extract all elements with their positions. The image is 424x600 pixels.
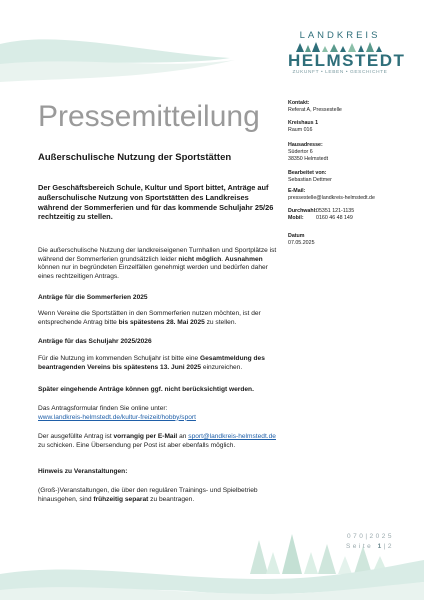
late-notice: Später eingehende Anträge können ggf. nicht berücksichtigt werden. <box>38 386 254 393</box>
sidebar-editor: Bearbeitet von: Sebastian Dettmer <box>288 170 332 184</box>
logo-tagline: ZUKUNFT • LEBEN • GESCHICHTE <box>292 70 388 75</box>
email-link[interactable]: sport@landkreis-helmstedt.de <box>188 433 276 440</box>
sidebar-date: Datum 07.05.2025 <box>288 233 315 247</box>
heading-schoolyear: Anträge für das Schuljahr 2025/2026 <box>38 338 152 345</box>
logo-main-text: HELMSTEDT <box>288 51 406 70</box>
page-title: Pressemitteilung <box>38 100 260 133</box>
heading-summer: Anträge für die Sommerferien 2025 <box>38 294 148 301</box>
paragraph-4: Das Antragsformular finden Sie online unter: www.landkreis-helmstedt.de/kultur-freizeit/hobby/sport <box>38 405 196 421</box>
paragraph-1: Die außerschulische Nutzung der landkreiseigenen Turnhallen und Sportplätze ist während der Sommerferien grundsätzlich leider nicht möglich. Ausnahmen können nur in begründeten Einzelfällen genehmigt werden und bedürfen daher eines rechtzeitigen Antrags. <box>38 247 277 280</box>
page-indicator: Seite 1|2 <box>345 543 394 550</box>
sidebar-email-value[interactable]: pressestelle@landkreis-helmstedt.de <box>288 195 375 202</box>
lead-paragraph: Der Geschäftsbereich Schule, Kultur und Sport bittet, Anträge auf außerschulische Nutzung von Sportstätten des Landkreises während der Sommerferien und für das kommende Schuljahr 25/26 rechtzeitig zu stellen. <box>38 183 274 222</box>
form-link[interactable]: www.landkreis-helmstedt.de/kultur-freizeit/hobby/sport <box>38 413 196 421</box>
sidebar-address: Hausadresse: Südertor 6 38350 Helmstedt <box>288 142 329 163</box>
press-release-number: 070|2025 <box>347 533 394 540</box>
paragraph-3: Für die Nutzung im kommenden Schuljahr ist bitte eine Gesamtmeldung des beantragenden Vereins bis spätestens 13. Juni 2025 einzureichen. <box>38 355 265 371</box>
paragraph-5: Der ausgefüllte Antrag ist vorrangig per E-Mail an sport@landkreis-helmstedt.de zu schicken. Eine Übersendung per Post ist aber ebenfalls möglich. <box>38 433 276 449</box>
paragraph-2: Wenn Vereine die Sportstätten in den Sommerferien nutzen möchten, ist der entsprechende Antrag bitte bis spätestens 28. Mai 2025 zu stellen. <box>38 310 261 326</box>
sidebar-contact: Kontakt: Referat A, Pressestelle <box>288 100 342 114</box>
subtitle: Außerschulische Nutzung der Sportstätten <box>38 152 232 163</box>
sidebar-phone: Durchwahl: 05351 121-1135 Mobil: 0160 46 48 149 <box>288 208 355 222</box>
sidebar-email: E-Mail: pressestelle@landkreis-helmstedt.de <box>288 188 408 202</box>
paragraph-6: (Groß-)Veranstaltungen, die über den regulären Trainings- und Spielbetrieb hinausgehen, sind frühzeitig separat zu beantragen. <box>38 487 258 503</box>
sidebar-building: Kreishaus 1 Raum 016 <box>288 120 319 134</box>
heading-events: Hinweis zu Veranstaltungen: <box>38 468 128 475</box>
logo-top-text: LANDKREIS <box>299 30 381 41</box>
